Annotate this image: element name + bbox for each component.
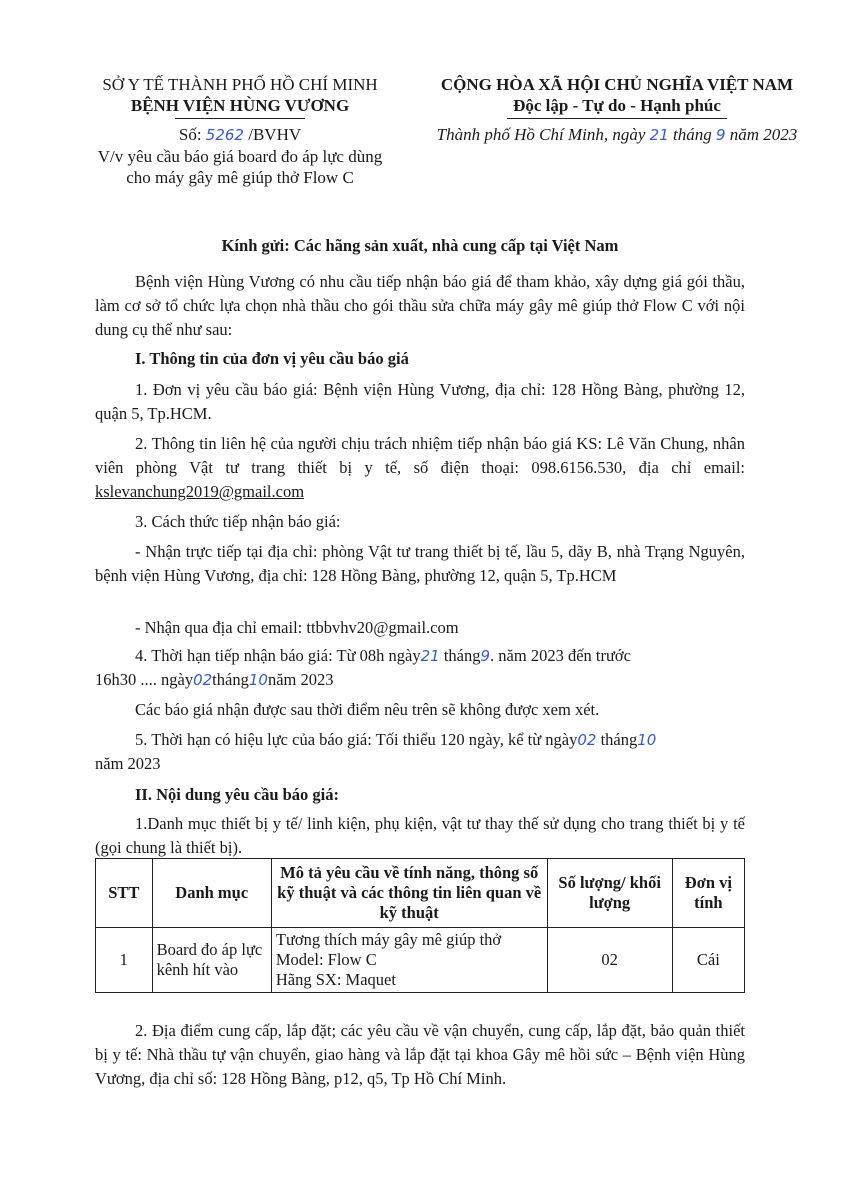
handwritten-month: 10 — [637, 731, 657, 749]
section-1-item-3a: - Nhận trực tiếp tại địa chỉ: phòng Vật tư trang thiết bị tế, lầu 5, dãy B, nhà Trạng Nguyên, bệnh viện Hùng Vương, địa chỉ: 128 Hồng Bàng, phường 12, quận 5, Tp.HCM — [95, 542, 745, 585]
section-1-item-2: 2. Thông tin liên hệ của người chịu trách nhiệm tiếp nhận báo giá KS: Lê Văn Chung, nhân viên phòng Vật tư trang thiết bị y tế, số điện thoại: 098.6156.530, địa chỉ email: kslevanchung2019@gmail.com — [95, 434, 745, 501]
equipment-table — [95, 858, 745, 993]
table-header-row — [96, 859, 745, 928]
table-row — [96, 928, 745, 993]
cell-quantity: 02 — [547, 928, 672, 993]
contact-email-link[interactable]: kslevanchung2019@gmail.com — [95, 482, 305, 501]
document-number: Số: 5262 /BVHV — [178, 125, 302, 144]
motto: Độc lập - Tự do - Hạnh phúc — [513, 96, 721, 115]
subject-line-1: V/v yêu cầu báo giá board đo áp lực dùng — [97, 147, 383, 166]
section-1-item-1: 1. Đơn vị yêu cầu báo giá: Bệnh viện Hùng Vương, địa chỉ: 128 Hồng Bàng, phường 12, quận 5, Tp.HCM. — [95, 380, 745, 423]
section-1-item-4-line-2: 16h30 .... ngày02tháng10năm 2023 — [95, 670, 334, 689]
section-1-item-3: 3. Cách thức tiếp nhận báo giá: — [135, 512, 341, 531]
section-1-item-5-line-2: năm 2023 — [95, 754, 161, 773]
section-2-item-1: 1.Danh mục thiết bị y tế/ linh kiện, phụ kiện, vật tư thay thế sử dụng cho trang thiết bị y tế (gọi chung là thiết bị). — [95, 814, 745, 857]
salutation: Kính gửi: Các hãng sản xuất, nhà cung cấp tại Việt Nam — [221, 236, 619, 255]
handwritten-number: 5262 — [205, 126, 244, 144]
section-1-title: I. Thông tin của đơn vị yêu cầu báo giá — [135, 349, 409, 368]
section-1-item-5: 5. Thời hạn có hiệu lực của báo giá: Tối thiểu 120 ngày, kể từ ngày02 tháng10 — [135, 730, 657, 749]
document-date: Thành phố Hồ Chí Minh, ngày 21 tháng 9 năm 2023 — [436, 125, 798, 144]
header-item: Danh mục — [152, 859, 271, 928]
national-block — [412, 74, 822, 146]
header-stt: STT — [96, 859, 153, 928]
cell-item: Board đo áp lực kênh hít vào — [152, 928, 271, 993]
section-1-item-3b: - Nhận qua địa chỉ email: ttbbvhv20@gmail.com — [135, 618, 459, 637]
cell-description: Tương thích máy gây mê giúp thở Model: Flow C Hãng SX: Maquet — [271, 928, 547, 993]
handwritten-month: 10 — [248, 671, 268, 689]
section-2-title: II. Nội dung yêu cầu báo giá: — [135, 785, 340, 804]
handwritten-day: 21 — [420, 647, 440, 665]
handwritten-day: 02 — [193, 671, 213, 689]
section-1-item-4: 4. Thời hạn tiếp nhận báo giá: Từ 08h ngày21 tháng9. năm 2023 đến trước — [135, 646, 631, 665]
header-quantity: Số lượng/ khối lượng — [547, 859, 672, 928]
country-name: CỘNG HÒA XÃ HỘI CHỦ NGHĨA VIỆT NAM — [440, 75, 794, 94]
deadline-note: Các báo giá nhận được sau thời điểm nêu trên sẽ không được xem xét. — [135, 700, 600, 719]
cell-stt: 1 — [96, 928, 153, 993]
header-description: Mô tả yêu cầu về tính năng, thông số kỹ thuật và các thông tin liên quan về kỹ thuật — [271, 859, 547, 928]
handwritten-month: 9 — [715, 126, 726, 144]
intro-paragraph: Bệnh viện Hùng Vương có nhu cầu tiếp nhận báo giá để tham khảo, xây dựng giá gói thầu, làm cơ sở tổ chức lựa chọn nhà thầu cho gói thầu sửa chữa máy gây mê giúp thở Flow C với nội dung cụ thể như sau: — [95, 272, 745, 339]
department-name: SỞ Y TẾ THÀNH PHỐ HỒ CHÍ MINH — [102, 75, 378, 94]
section-2-item-2: 2. Địa điểm cung cấp, lắp đặt; các yêu cầu về vận chuyển, cung cấp, lắp đặt, bảo quản thiết bị y tế: Nhà thầu tự vận chuyển, giao hàng và lắp đặt tại khoa Gây mê hồi sức – Bệnh viện Hùng Vương, địa chỉ số: 128 Hồng Bàng, p12, q5, Tp Hồ Chí Minh. — [95, 1021, 745, 1088]
hospital-name: BỆNH VIỆN HÙNG VƯƠNG — [130, 96, 350, 115]
hospital-underline — [175, 118, 305, 119]
header-unit: Đơn vị tính — [672, 859, 744, 928]
subject-line-2: cho máy gây mê giúp thở Flow C — [126, 168, 354, 187]
handwritten-day: 02 — [577, 731, 597, 749]
handwritten-month: 9 — [480, 647, 491, 665]
motto-underline — [507, 118, 727, 119]
handwritten-day: 21 — [649, 126, 669, 144]
issuer-block — [95, 74, 385, 188]
cell-unit: Cái — [672, 928, 744, 993]
